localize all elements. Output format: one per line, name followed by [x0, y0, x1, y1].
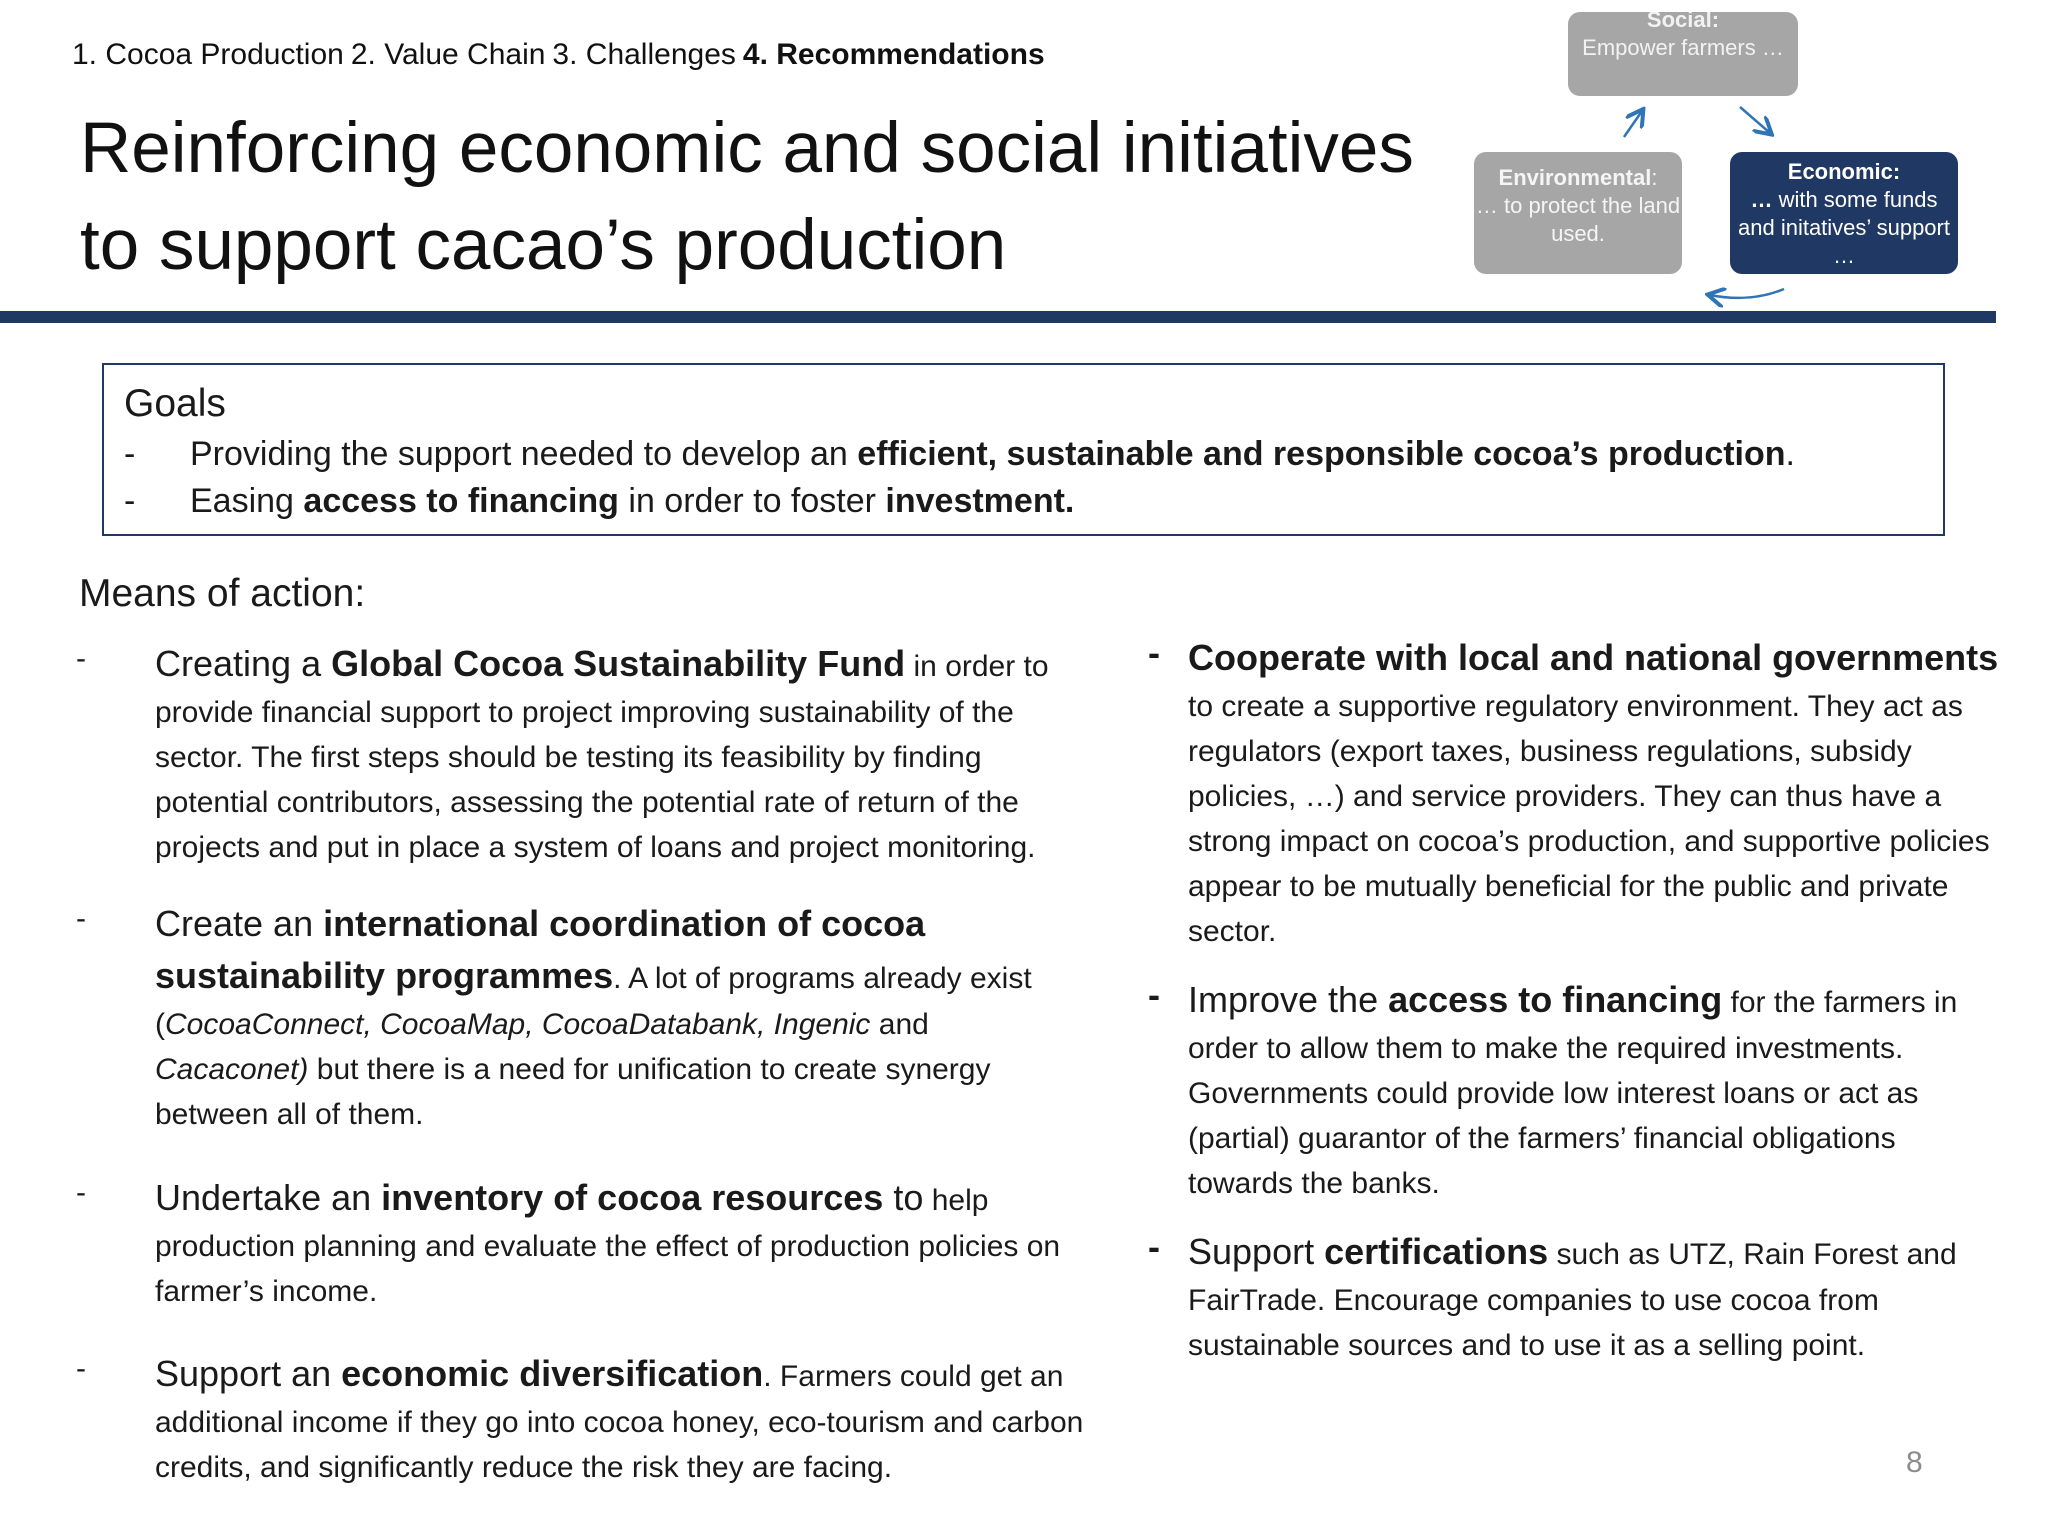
goal-item: [124, 431, 1923, 478]
action-text: Support an economic diversification. Farmers could get an additional income if they go into cocoa honey, eco-tourism and carbon credits, and significantly reduce the risk they are facing.: [155, 1353, 1084, 1484]
bullet-dash: -: [1148, 974, 1160, 1015]
action-text: Cooperate with local and national governments to create a supportive regulatory environment. They act as regulators (export taxes, business regulations, subsidy policies, …) and service providers. They can thus have a strong impact on cocoa’s production, and supportive policies appear to be mutually beneficial for the public and private sector.: [1188, 637, 1999, 948]
bullet-dash: -: [76, 902, 86, 935]
goal-text: Providing the support needed to develop an efficient, sustainable and responsible cocoa’s production.: [190, 435, 1795, 473]
action-item: [76, 638, 1096, 870]
diagram-node-text: … to protect the land used.: [1475, 193, 1681, 246]
action-text: Create an international coordination of cocoa sustainability programmes. A lot of programs already exist (CocoaConnect, CocoaMap, CocoaDatabank, Ingenic and Cacaconet) but there is a need for unification to create synergy between all of them.: [155, 903, 1032, 1131]
bullet-dash: -: [1148, 632, 1160, 673]
breadcrumb-item[interactable]: 2. Value Chain: [350, 38, 546, 71]
page-title-line: Reinforcing economic and social initiatives: [80, 109, 1414, 188]
breadcrumb-item[interactable]: 1. Cocoa Production: [72, 38, 344, 71]
action-text: Undertake an inventory of cocoa resources to help production planning and evaluate the effect of production policies on farmer’s income.: [155, 1177, 1061, 1308]
goal-item: [124, 478, 1923, 525]
cycle-arrows: [1600, 95, 1820, 315]
action-text: Creating a Global Cocoa Sustainability Fund in order to provide financial support to project improving sustainability of the sector. The first steps should be testing its feasibility by finding potential contributors, assessing the potential rate of return of the projects and put in place a system of loans and project monitoring.: [155, 643, 1049, 864]
header-divider: [0, 311, 1996, 323]
diagram-node-heading: Social:: [1646, 12, 1720, 32]
page-title: [80, 100, 1480, 294]
action-item: [1148, 974, 1998, 1206]
goals-heading: Goals: [124, 382, 226, 425]
breadcrumb: [72, 38, 1045, 72]
arrow-social-to-economic: [1740, 107, 1770, 133]
diagram-node-heading: Environmental:: [1498, 165, 1658, 190]
action-item: [1148, 632, 1998, 954]
bullet-dash: -: [1148, 1226, 1160, 1267]
action-item: [76, 898, 1096, 1137]
diagram-node-heading: Economic:: [1787, 159, 1901, 184]
action-item: [76, 1348, 1096, 1490]
diagram-node-text: … with some funds and initatives’ support …: [1738, 187, 1950, 268]
bullet-dash: -: [76, 1352, 86, 1385]
page-title-line: to support cacao’s production: [80, 206, 1007, 285]
arrow-economic-to-environmental: [1710, 289, 1784, 298]
bullet-dash: -: [76, 1176, 86, 1209]
goals-box: [102, 363, 1945, 536]
diagram-node-text: Empower farmers …: [1582, 35, 1784, 60]
arrow-environmental-to-social: [1624, 111, 1642, 137]
action-text: Improve the access to financing for the farmers in order to allow them to make the required investments. Governments could provide low interest loans or act as (partial) guarantor of the farmers’ financial obligations towards the banks.: [1188, 979, 1958, 1200]
bullet-dash: -: [124, 482, 136, 520]
breadcrumb-current: 4. Recommendations: [742, 38, 1045, 71]
diagram-node-social: [1568, 12, 1798, 96]
action-item: [76, 1172, 1096, 1314]
action-text: Support certifications such as UTZ, Rain Forest and FairTrade. Encourage companies to use cocoa from sustainable sources and to use it as a selling point.: [1188, 1231, 1957, 1362]
goal-text: Easing access to financing in order to foster investment.: [190, 482, 1075, 520]
bullet-dash: -: [124, 435, 136, 473]
means-heading: Means of action:: [79, 572, 366, 615]
page-number: 8: [1906, 1446, 1923, 1479]
action-item: [1148, 1226, 1998, 1368]
breadcrumb-item[interactable]: 3. Challenges: [552, 38, 736, 71]
bullet-dash: -: [76, 642, 86, 675]
